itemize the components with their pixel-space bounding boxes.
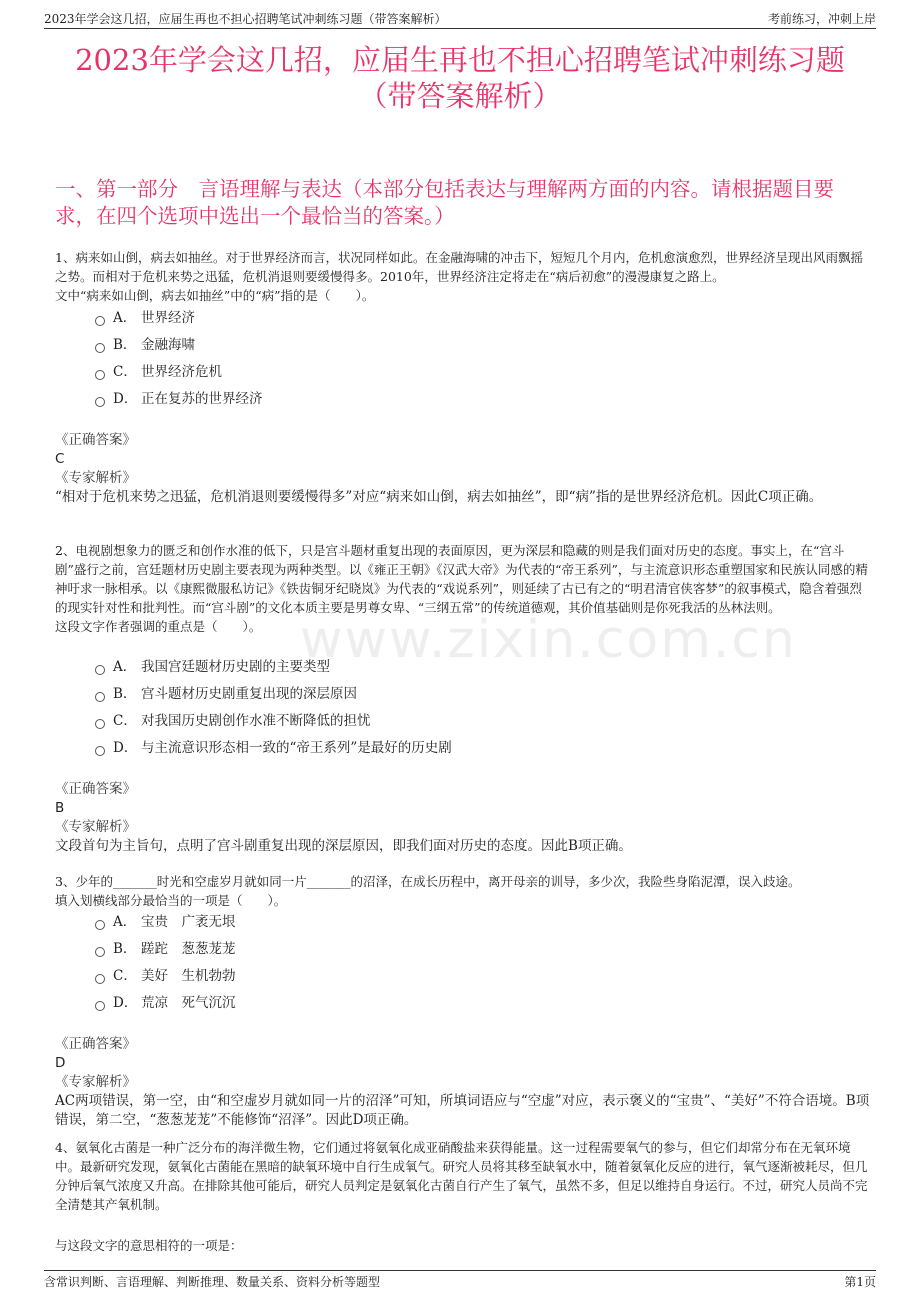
option-letter: B．	[113, 337, 137, 353]
footer-description: 含常识判断、言语理解、判断推理、数量关系、资料分析等题型	[44, 1275, 381, 1289]
watermark: www.zixin.com.cn	[300, 610, 797, 670]
option-text: 美好 生机勃勃	[141, 968, 236, 984]
radio-icon[interactable]	[95, 665, 105, 675]
answer-block-3	[55, 1035, 872, 1130]
question-prompt: 这段文字作者强调的重点是（ ）。	[55, 619, 262, 634]
correct-answer: C	[55, 451, 65, 467]
radio-icon[interactable]	[95, 1001, 105, 1011]
option-text: 宫斗题材历史剧重复出现的深层原因	[141, 686, 357, 702]
question-stem: 1、病来如山倒，病去如抽丝。对于世界经济而言，状况同样如此。在金融海啸的冲击下，短短几个月内，危机愈演愈烈，世界经济呈现出风雨飘摇之势。而相对于危机来势之迅猛，危机消退则要缓慢得多。2010年，世界经济注定将走在“病后初愈”的漫漫康复之路上。	[55, 250, 863, 284]
question-prompt: 填入划横线部分最恰当的一项是（ ）。	[55, 893, 287, 908]
option-text: 我国宫廷题材历史剧的主要类型	[141, 659, 330, 675]
radio-icon[interactable]	[95, 692, 105, 702]
radio-icon[interactable]	[95, 746, 105, 756]
page-title-line-2: （带答案解析）	[358, 79, 562, 113]
option-text: 世界经济危机	[141, 364, 222, 380]
correct-answer: B	[55, 800, 65, 816]
page-number: 第1页	[844, 1275, 876, 1289]
option-letter: A．	[113, 914, 137, 930]
question-2	[55, 541, 872, 636]
question-stem: 3、少年的_______时光和空虚岁月就如同一片_______的沼泽，在成长历程中，离开母亲的训导，多少次，我险些身陷泥潭，误入歧途。	[55, 874, 801, 889]
option-d[interactable]	[95, 738, 452, 758]
radio-icon[interactable]	[95, 316, 105, 326]
option-text: 宝贵 广袤无垠	[141, 914, 236, 930]
option-b[interactable]	[95, 684, 357, 704]
option-text: 金融海啸	[141, 337, 195, 353]
radio-icon[interactable]	[95, 370, 105, 380]
question-stem: 4、氨氧化古菌是一种广泛分布的海洋微生物，它们通过将氨氧化成亚硝酸盐来获得能量。这一过程需要氧气的参与，但它们却常分布在无氧环境中。最新研究发现，氨氧化古菌能在黑暗的缺氧环境中自行生成氧气。研究人员将其移至缺氧水中，随着氨氧化反应的进行，氧气逐渐被耗尽，但几分钟后氧气浓度又升高。在排除其他可能后，研究人员判定是氨氧化古菌自行产生了氧气，虽然不多，但足以维持自身运行。不过，研究人员尚不完全清楚其产氧机制。	[55, 1140, 868, 1212]
answer-label: 《正确答案》	[55, 1036, 136, 1052]
option-letter: B．	[113, 941, 137, 957]
section-heading: 一、第一部分 言语理解与表达（本部分包括表达与理解两方面的内容。请根据题目要求，在四个选项中选出一个最恰当的答案。）	[55, 177, 834, 228]
question-3	[55, 872, 872, 910]
radio-icon[interactable]	[95, 397, 105, 407]
option-letter: A．	[113, 310, 137, 326]
option-letter: A．	[113, 659, 137, 675]
option-text: 正在复苏的世界经济	[141, 391, 263, 407]
option-letter: C．	[113, 968, 137, 984]
option-letter: B．	[113, 686, 137, 702]
option-text: 与主流意识形态相一致的“帝王系列”是最好的历史剧	[141, 740, 452, 756]
question-4	[55, 1138, 872, 1214]
option-text: 荒凉 死气沉沉	[141, 995, 236, 1011]
header-document-title: 2023年学会这几招，应届生再也不担心招聘笔试冲刺练习题（带答案解析）	[44, 12, 447, 26]
option-letter: D．	[113, 995, 138, 1011]
radio-icon[interactable]	[95, 974, 105, 984]
radio-icon[interactable]	[95, 920, 105, 930]
analysis-text: AC两项错误，第一空，由“和空虚岁月就如同一片的沼泽”可知，所填词语应与“空虚”对应，表示褒义的“宝贵”、“美好”不符合语境。B项错误，第二空，“葱葱茏茏”不能修饰“沼泽”。因此D项正确。	[55, 1093, 870, 1128]
analysis-text: 文段首句为主旨句，点明了宫斗剧重复出现的深层原因，即我们面对历史的态度。因此B项正确。	[55, 838, 632, 854]
option-c[interactable]	[95, 362, 222, 382]
option-b[interactable]	[95, 939, 236, 959]
radio-icon[interactable]	[95, 719, 105, 729]
answer-block-2	[55, 780, 872, 856]
page-header	[44, 8, 876, 29]
analysis-text: “相对于危机来势之迅猛，危机消退则要缓慢得多”对应“病来如山倒，病去如抽丝”，即“病”指的是世界经济危机。因此C项正确。	[55, 489, 823, 505]
analysis-label: 《专家解析》	[55, 470, 136, 486]
option-letter: D．	[113, 391, 138, 407]
option-letter: C．	[113, 713, 137, 729]
option-letter: D．	[113, 740, 138, 756]
option-a[interactable]	[95, 308, 195, 328]
radio-icon[interactable]	[95, 343, 105, 353]
question-prompt: 文中“病来如山倒，病去如抽丝”中的“病”指的是（ ）。	[55, 288, 375, 303]
option-text: 世界经济	[141, 310, 195, 326]
analysis-label: 《专家解析》	[55, 1074, 136, 1090]
radio-icon[interactable]	[95, 947, 105, 957]
question-4-prompt-row	[55, 1236, 872, 1255]
question-1	[55, 248, 872, 305]
page-footer	[44, 1270, 876, 1291]
answer-label: 《正确答案》	[55, 432, 136, 448]
question-stem: 2、电视剧想象力的匮乏和创作水准的低下，只是宫斗题材重复出现的表面原因，更为深层和隐藏的则是我们面对历史的态度。事实上，在“宫斗剧”盛行之前，宫廷题材历史剧主要表现为两种类型。以《雍正王朝》《汉武大帝》为代表的“帝王系列”，与主流意识形态重塑国家和民族认同感的精神吁求一脉相承。以《康熙微服私访记》《铁齿铜牙纪晓岚》为代表的“戏说系列”，则延续了古已有之的“明君清官侠客梦”的叙事模式，隐含着强烈的现实针对性和批判性。而“宫斗剧”的文化本质主要是男尊女卑、“三纲五常”的传统道德观，其价值基础则是你死我活的丛林法则。	[55, 543, 868, 615]
option-a[interactable]	[95, 912, 236, 932]
option-d[interactable]	[95, 389, 263, 409]
option-d[interactable]	[95, 993, 236, 1013]
option-b[interactable]	[95, 335, 195, 355]
header-slogan: 考前练习，冲刺上岸	[767, 12, 876, 26]
page-title	[44, 42, 876, 114]
option-text: 蹉跎 葱葱茏茏	[141, 941, 236, 957]
option-a[interactable]	[95, 657, 330, 677]
option-c[interactable]	[95, 711, 371, 731]
answer-block-1	[55, 431, 872, 507]
question-prompt: 与这段文字的意思相符的一项是：	[55, 1238, 243, 1253]
analysis-label: 《专家解析》	[55, 819, 136, 835]
option-c[interactable]	[95, 966, 236, 986]
option-letter: C．	[113, 364, 137, 380]
answer-label: 《正确答案》	[55, 781, 136, 797]
page-title-line-1: 2023年学会这几招，应届生再也不担心招聘笔试冲刺练习题	[75, 43, 845, 77]
option-text: 对我国历史剧创作水准不断降低的担忧	[141, 713, 371, 729]
correct-answer: D	[55, 1055, 66, 1071]
